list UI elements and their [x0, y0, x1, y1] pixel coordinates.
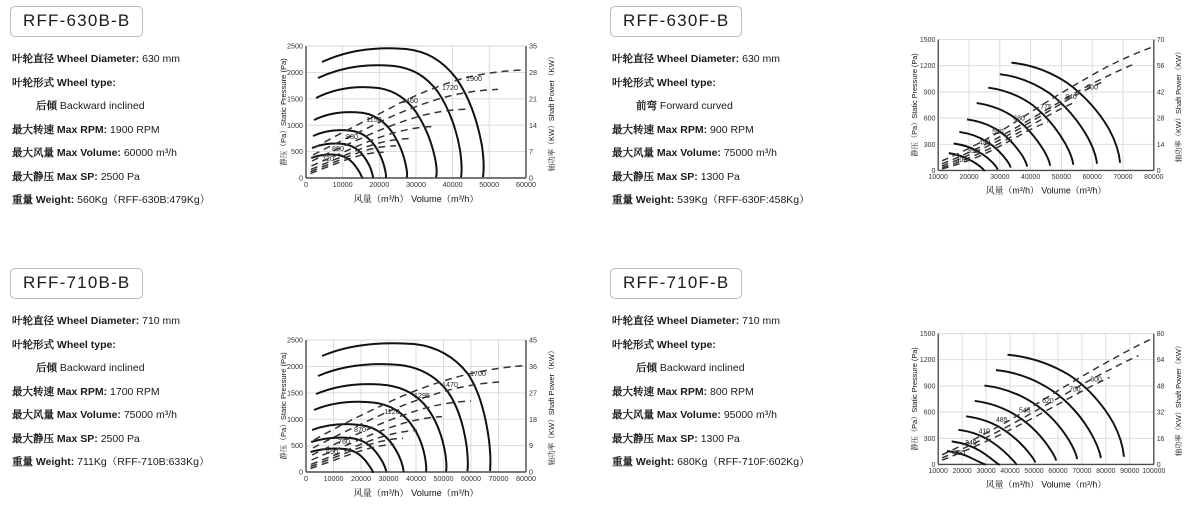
spec-label-cn: 最大静压 — [12, 170, 54, 183]
x-axis-label: 风量（m³/h） Volume（m³/h） — [985, 185, 1107, 196]
svg-text:1295: 1295 — [414, 391, 430, 400]
spec-label-cn: 叶轮直径 — [612, 315, 654, 327]
spec-value: 900 RPM — [710, 123, 754, 136]
svg-text:27: 27 — [529, 388, 537, 398]
spec-label-en: Weight: — [35, 194, 75, 206]
svg-text:1120: 1120 — [384, 407, 400, 416]
svg-text:0: 0 — [1156, 167, 1161, 175]
performance-chart-rff-710f-b — [892, 322, 1200, 528]
spec-label-cn: 叶轮形式 — [612, 338, 654, 351]
svg-text:1460: 1460 — [402, 96, 418, 105]
spec-value: 2500 Pa — [100, 170, 140, 183]
spec-label-cn: 重量 — [612, 456, 633, 468]
x-axis-ticks — [929, 468, 1166, 475]
spec-value: Backward inclined — [59, 100, 145, 112]
spec-label-cn: 叶轮直径 — [12, 315, 54, 327]
svg-text:60000: 60000 — [461, 474, 481, 483]
x-axis-ticks — [304, 474, 536, 483]
spec-label-cn: 重量 — [12, 194, 33, 206]
spec-label-en: Weight: — [635, 194, 675, 206]
spec-value: 710 mm — [142, 315, 181, 327]
spec-label-en: Wheel Diameter: — [656, 53, 740, 65]
spec-label-en: Max Volume: — [56, 147, 121, 159]
svg-text:32: 32 — [1156, 409, 1165, 417]
spec-label-en: Max RPM: — [656, 385, 708, 398]
spec-label-en: Wheel Diameter: — [56, 315, 140, 327]
svg-text:1720: 1720 — [442, 83, 458, 92]
svg-text:10000: 10000 — [928, 174, 948, 182]
spec-label-cn: 重量 — [612, 194, 633, 206]
svg-text:1500: 1500 — [287, 94, 303, 104]
svg-text:0: 0 — [304, 474, 308, 483]
spec-label-en: Max RPM: — [56, 385, 108, 398]
svg-text:70000: 70000 — [1113, 174, 1133, 182]
spec-label-en: Weight: — [35, 456, 75, 468]
svg-text:0: 0 — [299, 467, 303, 477]
spec-row-wheel-diameter — [12, 48, 272, 72]
svg-text:16: 16 — [1156, 435, 1165, 443]
spec-label-en: Max RPM: — [56, 123, 108, 136]
spec-label-en: Wheel type: — [656, 76, 716, 89]
svg-text:70000: 70000 — [1072, 468, 1092, 476]
spec-label-cn: 叶轮形式 — [12, 76, 54, 89]
panel-title-box — [10, 268, 143, 299]
svg-text:650: 650 — [326, 447, 338, 456]
spec-row-max-volume — [12, 142, 272, 166]
y2-axis-ticks — [529, 336, 537, 477]
product-panel-rff-630f-b — [600, 0, 1200, 262]
spec-label-en: Max Volume: — [656, 147, 721, 159]
svg-text:1900: 1900 — [466, 74, 482, 83]
svg-text:840: 840 — [1065, 94, 1077, 102]
svg-text:0: 0 — [931, 167, 936, 175]
x-axis-label: 风量（m³/h） Volume（m³/h） — [353, 488, 479, 498]
spec-label-en: Wheel Diameter: — [56, 53, 140, 65]
spec-label-cn: 前弯 — [636, 100, 657, 112]
spec-label-en: Wheel Diameter: — [656, 315, 740, 327]
svg-text:900: 900 — [923, 89, 936, 97]
spec-row-weight — [612, 189, 872, 213]
panel-title-box — [610, 6, 742, 37]
spec-row-wheel-diameter — [612, 48, 872, 72]
spec-row-wheel-type — [612, 72, 872, 96]
spec-label-en: Max SP: — [56, 170, 98, 183]
svg-text:9: 9 — [529, 441, 533, 451]
svg-text:60000: 60000 — [1048, 468, 1068, 476]
spec-label-cn: 最大转速 — [12, 123, 54, 136]
spec-row-max-rpm — [12, 119, 272, 143]
svg-text:80000: 80000 — [516, 474, 536, 483]
spec-value: 75000 m³/h — [123, 409, 177, 421]
spec-label-cn: 最大转速 — [12, 385, 54, 398]
y2-axis-label: 轴功率（KW）Shaft Power（KW） — [547, 346, 556, 466]
svg-text:1500: 1500 — [919, 331, 936, 339]
spec-value: 630 mm — [742, 53, 781, 65]
svg-text:260: 260 — [953, 449, 966, 457]
x-axis-ticks — [304, 180, 536, 189]
svg-text:1200: 1200 — [919, 63, 936, 71]
y2-axis-label: 轴功率（KW）Shaft Power（KW） — [547, 52, 556, 172]
page-title: RFF-630F-B — [623, 11, 730, 30]
spec-label-cn: 后倾 — [636, 362, 657, 374]
svg-text:70: 70 — [1156, 37, 1165, 45]
spec-list — [612, 310, 872, 475]
svg-text:28: 28 — [529, 68, 537, 77]
spec-row-max-rpm — [612, 381, 872, 405]
spec-row-max-rpm — [612, 119, 872, 143]
spec-label-en: Max SP: — [656, 432, 698, 445]
spec-label-cn: 叶轮形式 — [12, 338, 54, 351]
x-axis-label: 风量（m³/h） Volume（m³/h） — [985, 479, 1107, 490]
y2-axis-label: 轴功率（KW）Shaft Power（KW） — [1173, 47, 1183, 163]
svg-text:64: 64 — [1156, 357, 1165, 365]
spec-row-weight — [12, 451, 272, 475]
svg-text:870: 870 — [354, 425, 366, 434]
spec-value: 800 RPM — [710, 385, 754, 398]
y2-axis-ticks — [1157, 331, 1165, 469]
product-panel-rff-630b-b — [0, 0, 600, 262]
svg-text:40000: 40000 — [1000, 468, 1020, 476]
spec-label-en: Weight: — [635, 456, 675, 468]
svg-text:300: 300 — [923, 435, 936, 443]
spec-row-max-volume — [612, 142, 872, 166]
y-axis-ticks — [920, 331, 936, 469]
y-axis-ticks — [920, 37, 936, 175]
spec-list — [612, 48, 872, 213]
spec-value: 2500 Pa — [100, 432, 140, 445]
spec-row-wheel-type-value — [12, 357, 272, 381]
spec-label-cn: 最大静压 — [612, 170, 654, 183]
spec-value: Backward inclined — [659, 362, 745, 374]
svg-text:500: 500 — [291, 441, 303, 451]
svg-text:20000: 20000 — [959, 174, 979, 182]
spec-value: 60000 m³/h — [123, 147, 177, 159]
svg-text:1500: 1500 — [287, 388, 303, 398]
svg-text:100000: 100000 — [1142, 468, 1166, 476]
spec-label-cn: 最大静压 — [612, 432, 654, 445]
spec-value: 560Kg（RFF-630B:479Kg） — [77, 194, 211, 206]
svg-text:1000: 1000 — [287, 120, 303, 130]
y2-axis-label: 轴功率（KW）Shaft Power（KW） — [1173, 341, 1183, 457]
y-axis-label: 静压（Pa）Static Pressure (Pa) — [279, 58, 288, 166]
page-title: RFF-710B-B — [23, 273, 131, 292]
svg-text:1470: 1470 — [442, 380, 458, 389]
svg-text:0: 0 — [299, 173, 303, 183]
svg-text:980: 980 — [346, 132, 358, 141]
spec-value: 680Kg（RFF-710F:602Kg） — [677, 456, 810, 468]
svg-text:800: 800 — [1090, 376, 1102, 384]
svg-text:30000: 30000 — [378, 474, 399, 483]
svg-text:50000: 50000 — [433, 474, 454, 483]
power-curves — [310, 366, 525, 469]
svg-text:21: 21 — [529, 94, 537, 104]
svg-text:850: 850 — [332, 144, 344, 153]
y-axis-label: 静压（Pa）Static Pressure (Pa) — [910, 347, 920, 451]
svg-text:28: 28 — [1156, 115, 1165, 123]
performance-chart-rff-710b-b — [262, 328, 582, 528]
svg-text:500: 500 — [291, 147, 303, 157]
svg-text:775: 775 — [1040, 103, 1052, 111]
svg-text:0: 0 — [304, 180, 308, 189]
spec-row-wheel-type-value — [12, 95, 272, 119]
svg-text:1000: 1000 — [287, 414, 303, 424]
spec-value: 711Kg（RFF-710B:633Kg） — [77, 456, 210, 468]
svg-text:60000: 60000 — [516, 180, 536, 189]
svg-text:545: 545 — [1019, 407, 1031, 415]
svg-text:7: 7 — [529, 147, 533, 157]
chart-grid — [306, 340, 526, 472]
spec-label-cn: 叶轮直径 — [12, 53, 54, 65]
svg-text:42: 42 — [1156, 89, 1165, 97]
spec-row-wheel-type-value — [612, 95, 872, 119]
spec-value: 1900 RPM — [110, 123, 160, 136]
svg-text:36: 36 — [529, 362, 537, 371]
spec-label-cn: 后倾 — [36, 100, 57, 112]
spec-value: 1300 Pa — [700, 170, 740, 183]
svg-text:50000: 50000 — [1024, 468, 1044, 476]
spec-label-cn: 重量 — [12, 456, 33, 468]
spec-value: 75000 m³/h — [723, 147, 777, 159]
svg-text:720: 720 — [322, 154, 334, 163]
page-title: RFF-630B-B — [23, 11, 131, 30]
svg-text:45: 45 — [529, 335, 537, 345]
spec-label-en: Max RPM: — [656, 123, 708, 136]
svg-text:90000: 90000 — [1120, 468, 1140, 476]
spec-label-cn: 叶轮形式 — [612, 76, 654, 89]
svg-text:620: 620 — [1042, 397, 1054, 405]
spec-label-cn: 最大转速 — [612, 385, 654, 398]
svg-text:80000: 80000 — [1144, 174, 1164, 182]
svg-text:300: 300 — [955, 156, 968, 164]
svg-text:40000: 40000 — [406, 474, 426, 483]
svg-text:14: 14 — [1156, 141, 1165, 149]
svg-text:410: 410 — [978, 428, 991, 436]
svg-text:10000: 10000 — [928, 468, 948, 476]
spec-label-en: Wheel type: — [56, 76, 116, 89]
svg-text:0: 0 — [529, 467, 533, 477]
svg-text:760: 760 — [338, 437, 350, 446]
svg-text:490: 490 — [978, 139, 991, 147]
y-axis-ticks — [287, 336, 303, 477]
spec-row-weight — [12, 189, 272, 213]
spec-label-cn: 最大转速 — [612, 123, 654, 136]
spec-row-max-sp — [612, 166, 872, 190]
product-panel-rff-710f-b — [600, 262, 1200, 524]
svg-text:900: 900 — [1086, 84, 1098, 92]
spec-row-wheel-type-value — [612, 357, 872, 381]
svg-text:2500: 2500 — [287, 41, 303, 51]
svg-text:20000: 20000 — [351, 474, 371, 483]
svg-text:18: 18 — [529, 414, 537, 424]
spec-label-cn: 后倾 — [36, 362, 57, 374]
spec-value: 95000 m³/h — [723, 409, 777, 421]
svg-text:30000: 30000 — [406, 180, 426, 189]
svg-text:300: 300 — [923, 141, 936, 149]
spec-row-weight — [612, 451, 872, 475]
spec-row-wheel-type — [612, 334, 872, 358]
spec-label-cn: 最大风量 — [612, 147, 654, 159]
panel-title-box — [10, 6, 143, 37]
svg-text:340: 340 — [965, 440, 977, 448]
svg-text:680: 680 — [1013, 115, 1025, 123]
spec-row-max-sp — [12, 166, 272, 190]
y-axis-label: 静压（Pa）Static Pressure (Pa) — [279, 352, 288, 460]
svg-text:80: 80 — [1156, 331, 1165, 339]
performance-chart-rff-630b-b — [262, 34, 582, 234]
svg-text:80000: 80000 — [1096, 468, 1116, 476]
svg-text:40000: 40000 — [1020, 174, 1041, 182]
spec-row-max-volume — [612, 404, 872, 428]
svg-text:2000: 2000 — [287, 68, 303, 77]
spec-label-en: Max Volume: — [656, 409, 721, 421]
spec-row-max-rpm — [12, 381, 272, 405]
x-axis-label: 风量（m³/h） Volume（m³/h） — [353, 194, 479, 204]
spec-row-wheel-type — [12, 334, 272, 358]
svg-text:35: 35 — [529, 41, 537, 51]
spec-label-en: Max Volume: — [56, 409, 121, 421]
product-panel-rff-710b-b — [0, 262, 600, 524]
svg-text:2000: 2000 — [287, 362, 303, 371]
svg-text:50000: 50000 — [1051, 174, 1072, 182]
svg-text:1500: 1500 — [919, 37, 936, 45]
svg-text:600: 600 — [923, 409, 936, 417]
spec-value: 1700 RPM — [110, 385, 160, 398]
svg-text:48: 48 — [1156, 383, 1165, 391]
spec-row-wheel-type — [12, 72, 272, 96]
svg-text:0: 0 — [529, 173, 533, 183]
svg-text:60000: 60000 — [1082, 174, 1102, 182]
y2-axis-ticks — [529, 42, 537, 183]
spec-label-en: Max SP: — [56, 432, 98, 445]
page-title: RFF-710F-B — [623, 273, 730, 292]
spec-value: Forward curved — [659, 100, 733, 112]
svg-text:1200: 1200 — [919, 357, 936, 365]
performance-chart-rff-630f-b — [892, 28, 1200, 234]
y2-axis-ticks — [1157, 37, 1165, 175]
spec-value: 539Kg（RFF-630F:458Kg） — [677, 194, 810, 206]
svg-text:485: 485 — [995, 417, 1008, 425]
spec-label-en: Max SP: — [656, 170, 698, 183]
pressure-curves — [947, 355, 1124, 465]
spec-value: 630 mm — [142, 53, 181, 65]
spec-label-en: Wheel type: — [56, 338, 116, 351]
spec-label-cn: 最大静压 — [12, 432, 54, 445]
y-axis-label: 静压（Pa）Static Pressure (Pa) — [910, 53, 920, 157]
svg-text:0: 0 — [931, 461, 936, 469]
svg-text:600: 600 — [923, 115, 936, 123]
spec-value: Backward inclined — [59, 362, 145, 374]
spec-label-cn: 最大风量 — [612, 409, 654, 421]
spec-label-cn: 最大风量 — [12, 147, 54, 159]
svg-text:50000: 50000 — [479, 180, 500, 189]
spec-label-cn: 叶轮直径 — [612, 53, 654, 65]
spec-label-cn: 最大风量 — [12, 409, 54, 421]
svg-text:1150: 1150 — [366, 115, 382, 124]
spec-row-max-volume — [12, 404, 272, 428]
spec-value: 1300 Pa — [700, 432, 740, 445]
svg-text:700: 700 — [1069, 386, 1081, 394]
svg-text:550: 550 — [992, 128, 1004, 136]
svg-text:14: 14 — [529, 120, 537, 130]
svg-text:10000: 10000 — [323, 474, 344, 483]
svg-text:900: 900 — [923, 383, 936, 391]
svg-text:10000: 10000 — [332, 180, 353, 189]
spec-list — [12, 48, 272, 213]
svg-text:20000: 20000 — [952, 468, 972, 476]
svg-text:2500: 2500 — [287, 335, 303, 345]
y-axis-ticks — [287, 42, 303, 183]
svg-text:390: 390 — [967, 148, 979, 156]
spec-row-wheel-diameter — [12, 310, 272, 334]
svg-text:0: 0 — [1156, 461, 1161, 469]
panel-title-box — [610, 268, 742, 299]
svg-text:40000: 40000 — [442, 180, 463, 189]
spec-list — [12, 310, 272, 475]
svg-text:30000: 30000 — [976, 468, 996, 476]
svg-text:56: 56 — [1156, 63, 1165, 71]
spec-row-wheel-diameter — [612, 310, 872, 334]
spec-row-max-sp — [12, 428, 272, 452]
svg-text:30000: 30000 — [990, 174, 1010, 182]
x-axis-ticks — [929, 174, 1164, 181]
svg-text:20000: 20000 — [369, 180, 390, 189]
spec-label-en: Wheel type: — [656, 338, 716, 351]
spec-row-max-sp — [612, 428, 872, 452]
spec-value: 710 mm — [742, 315, 781, 327]
svg-text:1700: 1700 — [470, 369, 486, 378]
svg-text:70000: 70000 — [488, 474, 509, 483]
